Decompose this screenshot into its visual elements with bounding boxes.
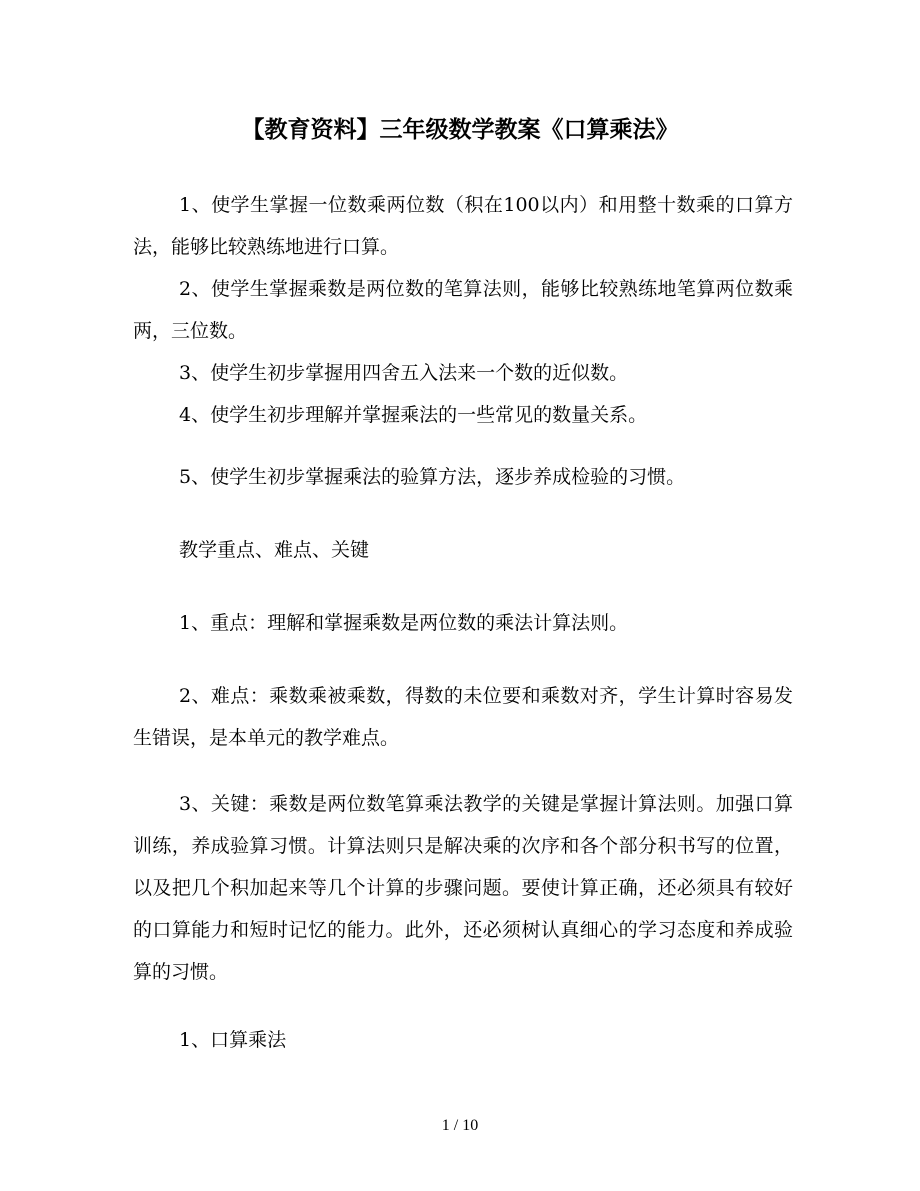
paragraph-difficulty: 2、难点：乘数乘被乘数，得数的未位要和乘数对齐，学生计算时容易发生错误，是本单元的教学难点。 [133, 685, 793, 749]
document-title: 【教育资料】三年级数学教案《口算乘法》 [241, 116, 679, 143]
section-heading-key-points: 教学重点、难点、关键 [179, 539, 370, 561]
section-heading-oral-multiplication: 1、口算乘法 [179, 1029, 287, 1051]
paragraph-goal-2: 2、使学生掌握乘数是两位数的笔算法则，能够比较熟练地笔算两位数乘两，三位数。 [133, 278, 793, 342]
paragraph-goal-1: 1、使学生掌握一位数乘两位数（积在100以内）和用整十数乘的口算方法，能够比较熟练地进行口算。 [133, 194, 793, 258]
paragraph-goal-5: 5、使学生初步掌握乘法的验算方法，逐步养成检验的习惯。 [179, 466, 686, 488]
page-number: 1 / 10 [441, 1117, 479, 1134]
paragraph-goal-3: 3、使学生初步掌握用四舍五入法来一个数的近似数。 [179, 362, 629, 384]
paragraph-key: 3、关键：乘数是两位数笔算乘法教学的关键是掌握计算法则。加强口算训练，养成验算习惯。计算法则只是解决乘的次序和各个部分积书写的位置，以及把几个积加起来等几个计算的步骤问题。要使计算正确，还必须具有较好的口算能力和短时记忆的能力。此外，还必须树认真细心的学习态度和养成验算的习惯。 [133, 793, 793, 983]
paragraph-goal-4: 4、使学生初步理解并掌握乘法的一些常见的数量关系。 [179, 404, 648, 426]
paragraph-key-point: 1、重点：理解和掌握乘数是两位数的乘法计算法则。 [179, 612, 629, 634]
